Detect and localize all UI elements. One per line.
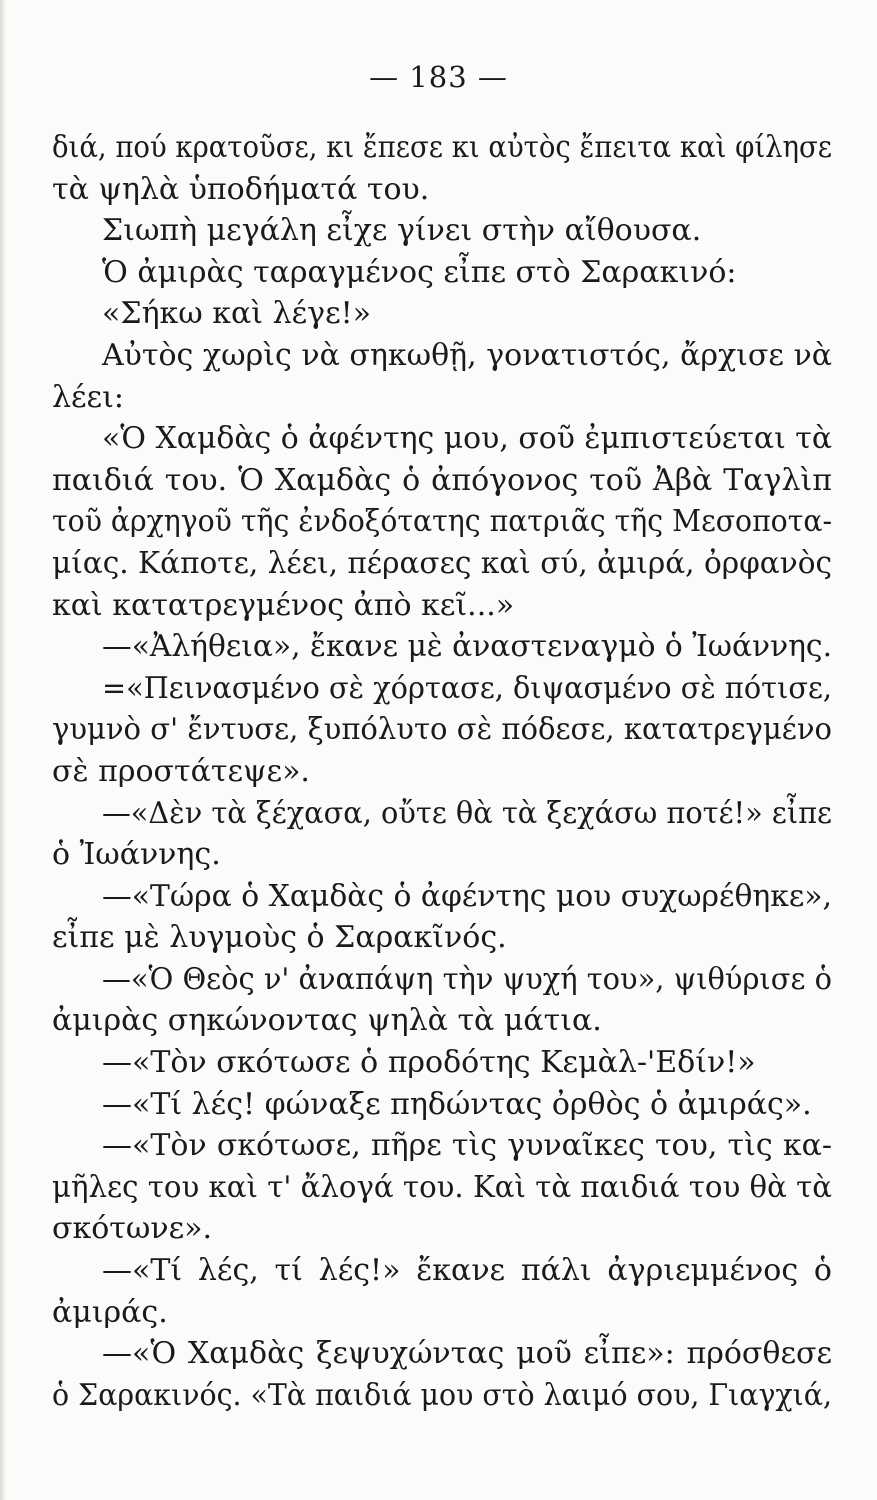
text-line: παιδιά του. Ὁ Χαμδὰς ὁ ἀπόγονος τοῦ Ἀβὰ Ταγλὶπ [52, 462, 832, 498]
text-line: —«Τί λές, τί λές!» ἔκανε πάλι ἀγριεμμένος ὁ [102, 1253, 832, 1289]
text-line: διά, πού κρατοῦσε, κι ἔπεσε κι αὐτὸς ἔπειτα καὶ φίλησε [52, 130, 833, 165]
page-body-text [52, 127, 832, 1416]
text-line: —«Τώρα ὁ Χαμδὰς ὁ ἀφέντης μου συχωρέθηκε», [102, 878, 832, 914]
text-line: Ὁ ἀμιρὰς ταραγμένος εἶπε στὸ Σαρακινό: [102, 254, 737, 290]
text-line: γυμνὸ σ' ἔντυσε, ξυπόλυτο σὲ πόδεσε, κατατρεγμένο [52, 712, 832, 748]
text-line: —«Δὲν τὰ ξέχασα, οὔτε θὰ τὰ ξεχάσω ποτέ!» εἶπε [102, 795, 832, 831]
text-line: ὁ Σαρακινός. «Τὰ παιδιά μου στὸ λαιμό σου, Γιαγχιά, [52, 1377, 833, 1413]
text-line: Αὐτὸς χωρὶς νὰ σηκωθῇ, γονατιστός, ἄρχισε νὰ [102, 337, 833, 373]
text-line: —«Τί λές! φώναξε πηδώντας ὀρθὸς ὁ ἀμιράς». [102, 1086, 812, 1122]
text-line: ἀμιράς. [52, 1294, 168, 1330]
text-line: τοῦ ἀρχηγοῦ τῆς ἐνδοξότατης πατριᾶς τῆς Μεσοποτα- [52, 504, 833, 540]
text-line: καὶ κατατρεγμένος ἀπὸ κεῖ...» [52, 587, 515, 623]
text-line: εἶπε μὲ λυγμοὺς ὁ Σαρακῖνός. [52, 920, 507, 956]
text-line: λέει: [52, 379, 124, 415]
text-line: —«Ὁ Χαμδὰς ξεψυχώντας μοῦ εἶπε»: πρόσθεσε [102, 1336, 833, 1372]
text-line: σὲ προστάτεψε». [52, 753, 310, 789]
text-line: —«Ἀλήθεια», ἔκανε μὲ ἀναστεναγμὸ ὁ Ἰωάννης. [102, 629, 833, 665]
text-line: =«Πεινασμένο σὲ χόρτασε, διψασμένο σὲ πότισε, [102, 670, 832, 706]
text-line: —«Τὸν σκότωσε ὁ προδότης Κεμὰλ-'Εδίν!» [102, 1045, 756, 1081]
text-line: —«Τὸν σκότωσε, πῆρε τὶς γυναῖκες του, τὶς κα- [102, 1128, 833, 1164]
text-line: «Σήκω καὶ λέγε!» [102, 296, 372, 332]
page-edge-shadow [0, 0, 6, 1500]
page-number: — 183 — [369, 60, 508, 94]
text-line: ἀμιρὰς σηκώνοντας ψηλὰ τὰ μάτια. [52, 1003, 602, 1039]
text-line: Σιωπὴ μεγάλη εἶχε γίνει στὴν αἴθουσα. [102, 213, 702, 249]
text-line: ὁ Ἰωάννης. [52, 837, 221, 873]
text-line: —«Ὁ Θεὸς ν' ἀναπάψη τὴν ψυχή του», ψιθύρισε ὁ [102, 961, 832, 997]
text-line: μῆλες του καὶ τ' ἄλογά του. Καὶ τὰ παιδιά του θὰ τὰ [52, 1169, 832, 1205]
text-line: «Ὁ Χαμδὰς ὁ ἀφέντης μου, σοῦ ἐμπιστεύεται τὰ [102, 421, 833, 457]
text-line: σκότωνε». [52, 1211, 213, 1247]
text-line: μίας. Κάποτε, λέει, πέρασες καὶ σύ, ἀμιρά, ὀρφανὸς [52, 545, 833, 581]
text-line: τὰ ψηλὰ ὑποδήματά του. [52, 171, 430, 207]
